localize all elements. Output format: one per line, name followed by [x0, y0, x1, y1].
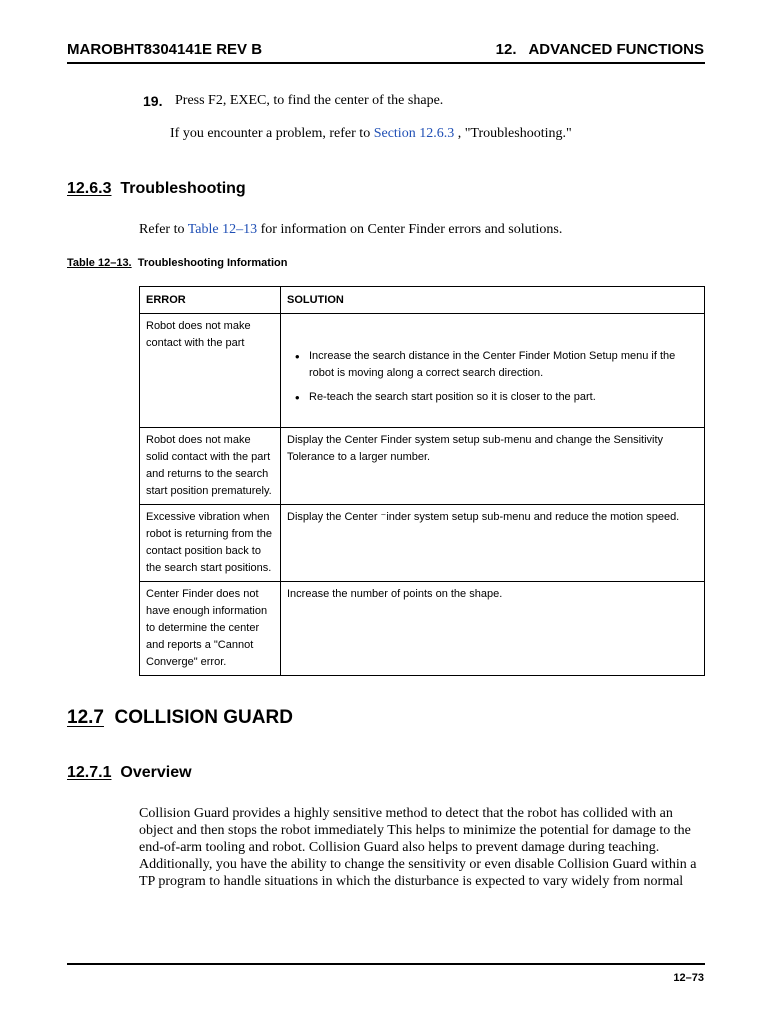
heading-number: 12.7 [67, 707, 104, 728]
problem-reference [170, 126, 572, 142]
table-row [140, 505, 705, 582]
error-cell: Robot does not make solid contact with the part and returns to the search start position prematurely. [140, 428, 281, 505]
solution-bullet: • Re-teach the search start position so it is closer to the part. [287, 389, 698, 406]
solution-bullet-list [287, 348, 698, 406]
heading-number: 12.7.1 [67, 764, 112, 781]
solution-cell [281, 314, 705, 428]
heading-collision-guard [67, 707, 293, 729]
table-row [140, 582, 705, 676]
heading-title: Overview [120, 764, 192, 781]
table-caption-number: Table 12–13. [67, 257, 132, 269]
problem-prefix: If you encounter a problem, refer to [170, 126, 374, 141]
solution-cell: Display the Center ⁻inder system setup sub-menu and reduce the motion speed. [281, 505, 705, 582]
section-12-6-3-link[interactable]: Section 12.6.3 [373, 126, 455, 141]
solution-cell: Increase the number of points on the shape. [281, 582, 705, 676]
heading-troubleshooting [67, 180, 246, 198]
step-text: Press F2, EXEC, to find the center of the shape. [175, 93, 444, 108]
solution-bullet: • Increase the search distance in the Center Finder Motion Setup menu if the robot is moving along a correct search direction. [287, 348, 698, 382]
table-reference [139, 222, 562, 238]
step-number: 19. [143, 93, 163, 109]
table-caption-title: Troubleshooting Information [137, 257, 288, 269]
table-row [140, 314, 705, 428]
error-cell: Center Finder does not have enough information to determine the center and reports a "Cannot Converge" error. [140, 582, 281, 676]
refer-prefix: Refer to [139, 222, 188, 237]
heading-overview [67, 764, 192, 782]
heading-title: COLLISION GUARD [114, 707, 293, 728]
header-error: ERROR [140, 287, 281, 314]
table-caption [67, 257, 287, 269]
error-cell: Robot does not make contact with the part [140, 314, 281, 428]
table-row [140, 428, 705, 505]
header-solution: SOLUTION [281, 287, 705, 314]
heading-title: Troubleshooting [120, 180, 246, 197]
footer-rule [67, 963, 705, 965]
header-rule [67, 62, 705, 64]
header-doc-id: MAROBHT8304141E REV B [67, 41, 263, 58]
page-number: 12–73 [673, 972, 704, 984]
solution-cell: Display the Center Finder system setup sub-menu and change the Sensitivity Tolerance to a larger number. [281, 428, 705, 505]
table-header-row [140, 287, 705, 314]
header-chapter-title: 12. ADVANCED FUNCTIONS [495, 41, 704, 58]
table-12-13-link[interactable]: Table 12–13 [187, 222, 258, 237]
overview-paragraph: Collision Guard provides a highly sensitive method to detect that the robot has collided with an object and then stops the robot immediately This helps to minimize the potential for damage to the end-of-arm tooling and robot. Collision Guard also helps to prevent damage during teaching. Additionally, you have the ability to change the sensitivity or even disable Collision Guard within a TP program to handle situations in which the disturbance is expected to vary widely from normal [139, 806, 697, 889]
heading-number: 12.6.3 [67, 180, 112, 197]
troubleshooting-table [139, 286, 705, 676]
error-cell: Excessive vibration when robot is returning from the contact position back to the search start positions. [140, 505, 281, 582]
problem-suffix: , "Troubleshooting." [454, 126, 572, 141]
refer-suffix: for information on Center Finder errors and solutions. [257, 222, 563, 237]
